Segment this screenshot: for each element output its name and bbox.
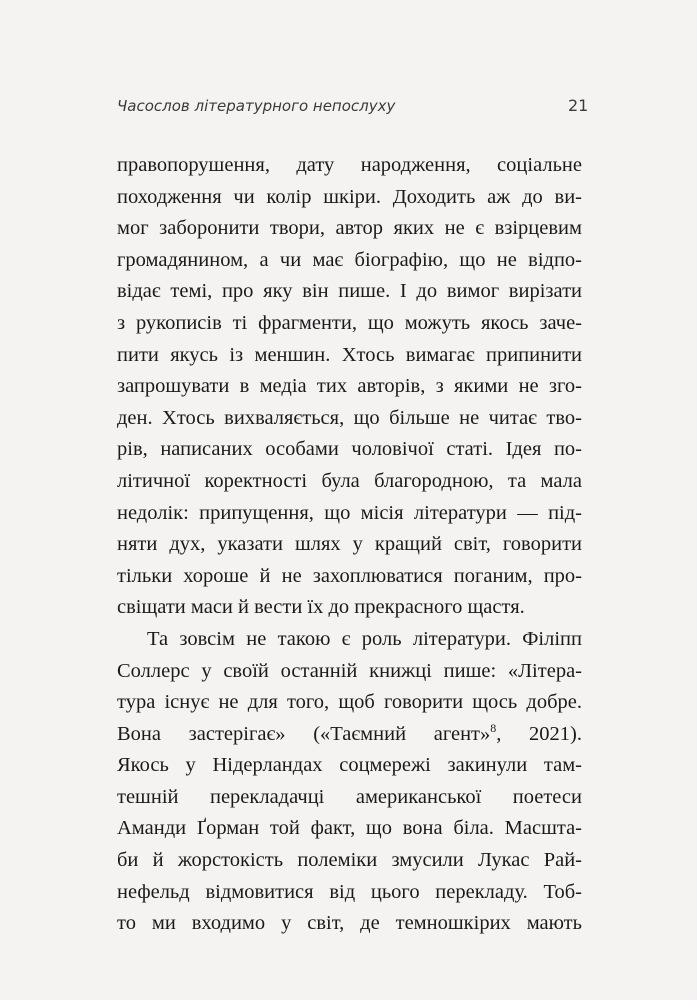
text-line: Якось у Нідерландах соцмережі закинули там- xyxy=(117,754,582,777)
text-line: громадянином, а чи має біографію, що не відпо- xyxy=(117,248,582,271)
text-line: няти дух, указати шлях у кращий світ, говорити xyxy=(117,533,582,556)
text-line: тура існує не для того, щоб говорити щось добре. xyxy=(117,691,582,714)
text-line: мог заборонити твори, автор яких не є взірцевим xyxy=(117,217,582,240)
text-line: правопорушення, дату народження, соціальне xyxy=(117,154,582,176)
footnote-marker[interactable]: 8 xyxy=(490,720,497,735)
text-line: рів, написаних особами чоловічої статі. Ідея по- xyxy=(117,438,582,461)
paragraph-1 xyxy=(117,150,582,624)
text-line: нефельд відмовитися від цього перекладу. Тоб- xyxy=(117,880,582,903)
text-line: пити якусь із меншин. Хтось вимагає припинити xyxy=(117,343,582,366)
text-line: недолік: припущення, що місія літератури — під- xyxy=(117,501,582,524)
running-title: Часослов літературного непослуху xyxy=(117,97,396,115)
text-line: то ми входимо у світ, де темношкірих мають xyxy=(117,912,582,935)
body-text xyxy=(117,150,582,940)
text-line: літичної коректності була благородною, та мала xyxy=(117,469,582,492)
text-line: з рукописів ті фрагменти, що можуть якось заче- xyxy=(117,311,582,334)
text-line: походження чи колір шкіри. Доходить аж до ви- xyxy=(117,185,582,208)
text-line: Аманди Ґорман той факт, що вона біла. Масшта- xyxy=(117,817,582,840)
text-line: тешній перекладачці американської поетеси xyxy=(117,785,582,808)
text-line: би й жорстокість полеміки змусили Лукас Рай- xyxy=(117,849,582,872)
text-line: тільки хороше й не захоплюватися поганим, про- xyxy=(117,564,582,587)
text-line: ден. Хтось вихваляється, що більше не читає тво- xyxy=(117,406,582,429)
text-line: Та зовсім не такою є роль літератури. Філіпп xyxy=(147,627,582,650)
text-line: запрошувати в медіа тих авторів, з якими не зго- xyxy=(117,375,582,398)
paragraph-2 xyxy=(117,624,582,940)
text-line-with-footnote xyxy=(117,719,582,751)
page-number: 21 xyxy=(568,96,589,115)
text-line: свіщати маси й вести їх до прекрасного щастя. xyxy=(117,596,525,619)
text-segment: , 2021). xyxy=(496,722,582,745)
text-line: Соллерс у своїй останній книжці пише: «Літера- xyxy=(117,659,582,682)
text-segment: Вона застерігає» («Таємний агент» xyxy=(117,722,491,745)
text-line: відає темі, про яку він пише. І до вимог вирізати xyxy=(117,280,582,303)
